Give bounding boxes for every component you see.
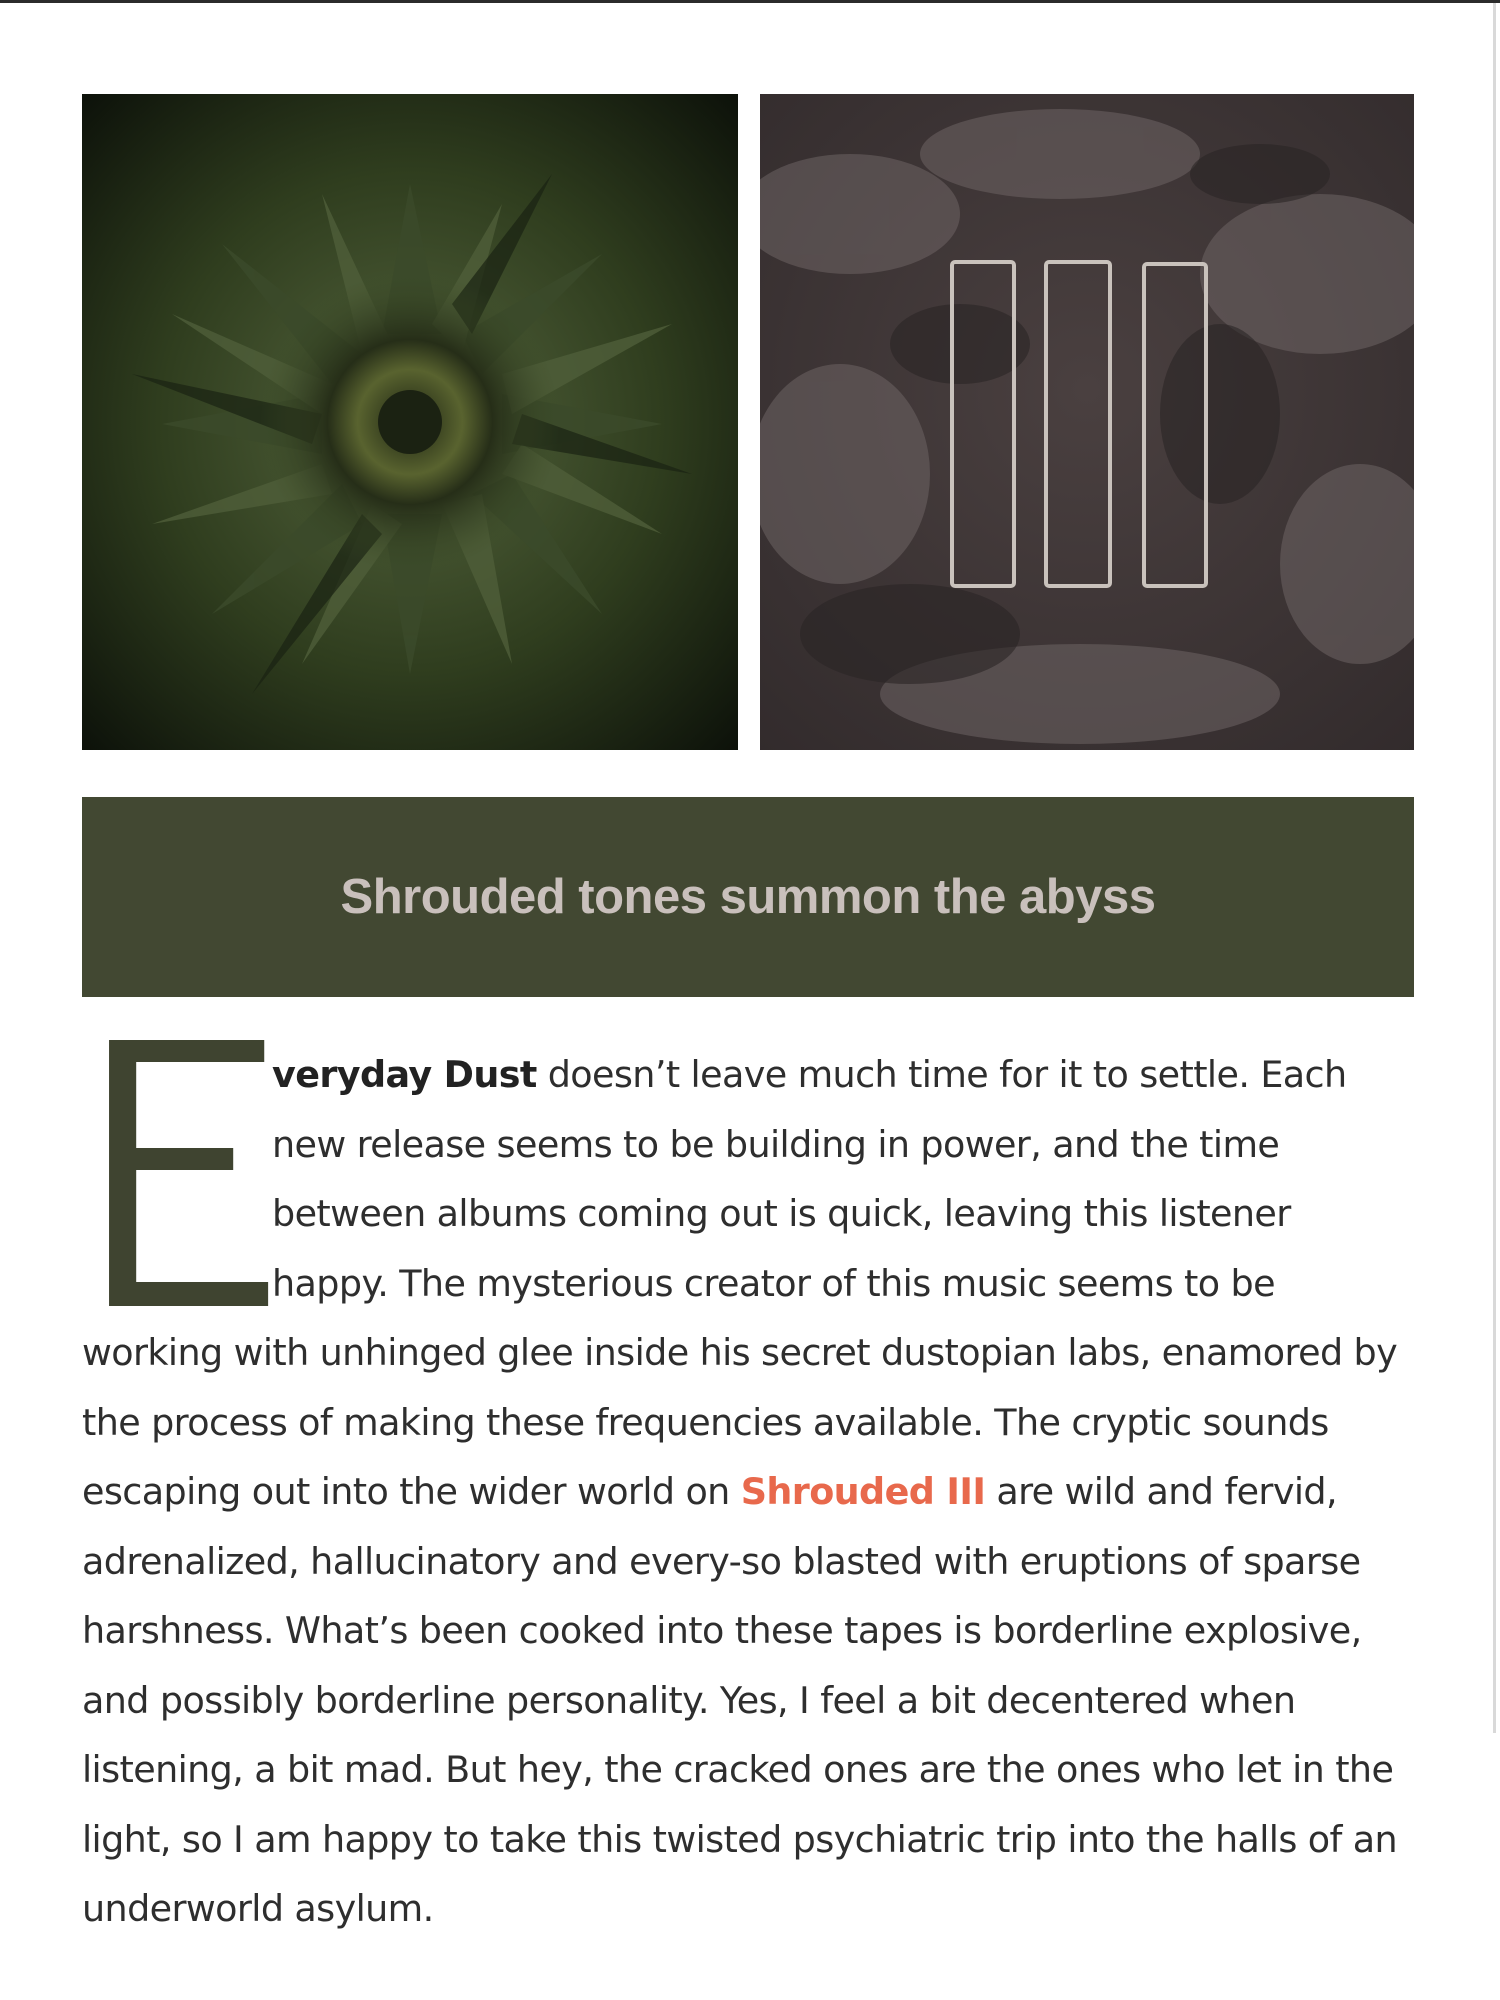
burst-artwork [82,94,738,750]
album-link-shrouded-iii[interactable]: Shrouded III [740,1470,986,1513]
drop-cap [82,1040,272,1310]
lead-artist-name: veryday Dust [272,1053,537,1096]
album-cover-shrouded-iii-image [760,94,1414,750]
paragraph-text-part2: are wild and fervid, adrenalized, hallucinatory and every-so blasted with eruptions of sparse harshness. What’s been cooked into these tapes is borderline explosive, and possibly borderline personality. Yes, I feel a bit decentered when listening, a bit mad. But hey, the cracked ones are the ones who let in the light, so I am happy to take this twisted psychiatric trip into the halls of an underworld asylum. [82,1470,1398,1930]
paragraph-text-part1: doesn’t leave much time for it to settle. Each new release seems to be building in power, and the time between albums coming out is quick, leaving this listener happy. The mysterious creator of this music seems to be working with unhinged glee inside his secret dustopian labs, enamored by the process of making these frequencies available. The cryptic sounds escaping out into the wider world on [82,1053,1398,1513]
article-paragraph [82,1040,1414,1944]
album-cover-burst-image [82,94,738,750]
top-rule [0,0,1500,3]
banner-title: Shrouded tones summon the abyss [340,870,1156,924]
shrouded-iii-artwork [760,94,1414,750]
article-body [82,1040,1414,1944]
scrollbar-track[interactable] [1493,3,1496,1733]
drop-cap-letter-e [82,1040,272,1310]
section-banner [82,797,1414,997]
